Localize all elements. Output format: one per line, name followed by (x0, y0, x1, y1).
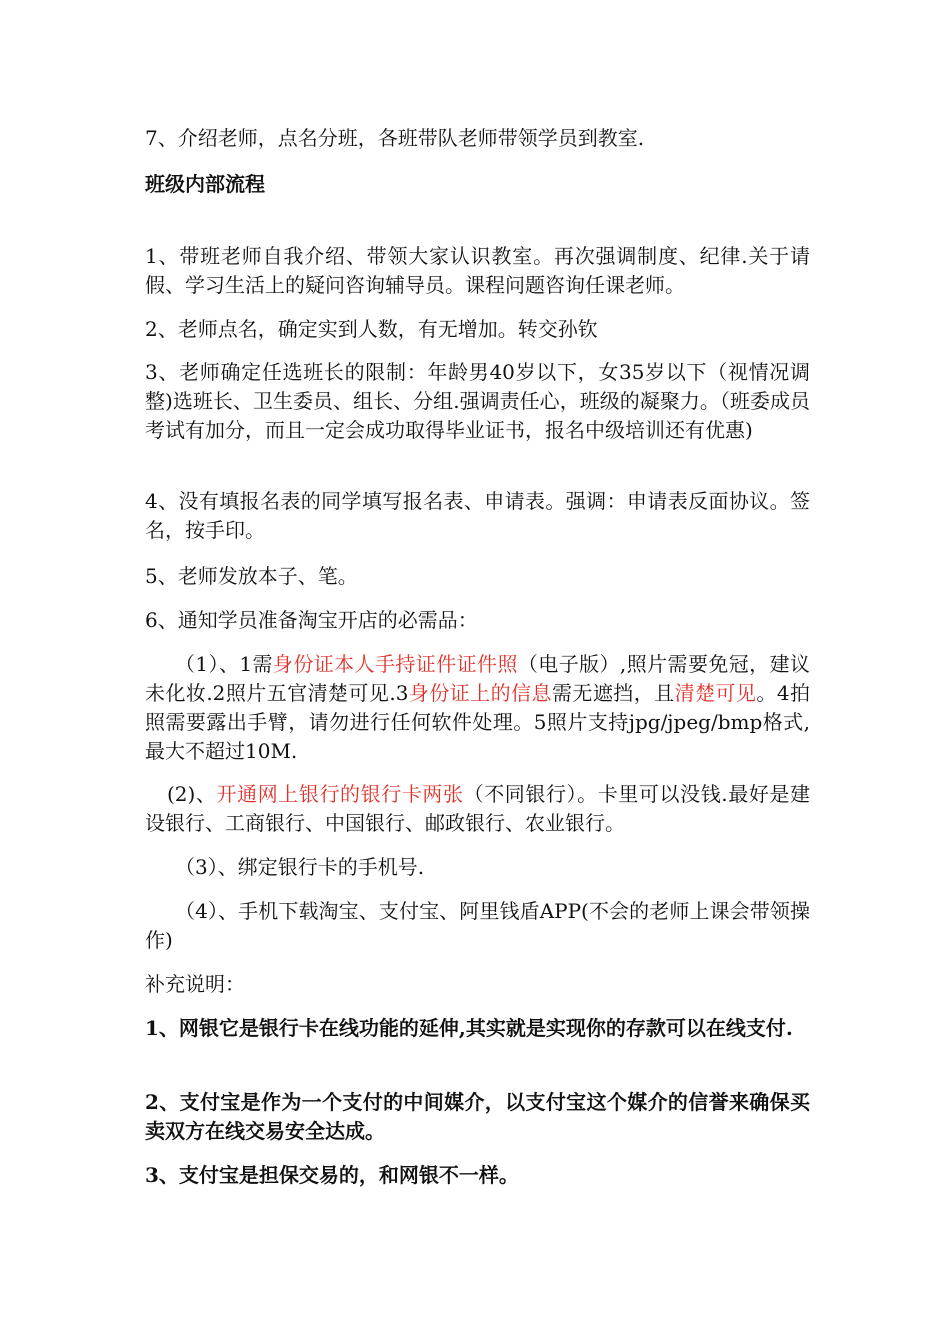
item-1-id-photo: 身份证本人手持证件证件照 (272, 652, 518, 676)
item-2-a: (2)、 (167, 782, 217, 806)
step-2: 2、老师点名，确定实到人数，有无增加。转交孙钦 (145, 317, 598, 341)
item-1-clear: 清楚可见 (674, 681, 757, 705)
line-7: 7、介绍老师，点名分班，各班带队老师带领学员到教室. (145, 126, 645, 150)
item-2 (145, 780, 810, 838)
item-1-g: 。4拍照需要露出手臂，请勿进行任何软件处理。5照片支持jpg/jpeg/bmp格式,最大不超过10M. (145, 681, 811, 763)
step-5: 5、老师发放本子、笔。 (145, 564, 358, 588)
supplement-title: 补充说明： (145, 972, 245, 996)
item-2-c: （不同银行）。卡里可以没钱.最好是建设银行、工商银行、中国银行、邮政银行、农业银行。 (145, 782, 811, 835)
item-1 (145, 650, 810, 766)
note-2: 2、支付宝是作为一个支付的中间媒介，以支付宝这个媒介的信誉来确保买卖双方在线交易安全达成。 (145, 1090, 810, 1143)
item-2-bank-cards: 开通网上银行的银行卡两张 (216, 782, 464, 806)
item-3: （3）、绑定银行卡的手机号. (175, 855, 425, 879)
item-1-id-info: 身份证上的信息 (408, 681, 552, 705)
item-1-c: （电子版）,照片需要免冠，建议未化妆.2照片五官清楚可见.3 (145, 652, 811, 705)
note-3: 3、支付宝是担保交易的，和网银不一样。 (145, 1163, 519, 1187)
item-1-e: 需无遮挡，且 (551, 681, 675, 705)
item-1-a: （1）、1需 (175, 652, 273, 676)
step-1: 1、带班老师自我介绍、带领大家认识教室。再次强调制度、纪律.关于请假、学习生活上的疑问咨询辅导员。课程问题咨询任课老师。 (145, 244, 810, 297)
step-4: 4、没有填报名表的同学填写报名表、申请表。强调：申请表反面协议。签名，按手印。 (145, 489, 810, 542)
step-3: 3、老师确定任选班长的限制：年龄男40岁以下，女35岁以下（视情况调整)选班长、卫生委员、组长、分组.强调责任心，班级的凝聚力。（班委成员考试有加分，而且一定会成功取得毕业证书，报名中级培训还有优惠) (145, 360, 810, 442)
step-6: 6、通知学员准备淘宝开店的必需品： (145, 608, 478, 632)
item-4: （4）、手机下载淘宝、支付宝、阿里钱盾APP(不会的老师上课会带领操作) (145, 899, 810, 952)
section-title: 班级内部流程 (145, 172, 265, 196)
note-1: 1、网银它是银行卡在线功能的延伸,其实就是实现你的存款可以在线支付. (145, 1016, 793, 1040)
